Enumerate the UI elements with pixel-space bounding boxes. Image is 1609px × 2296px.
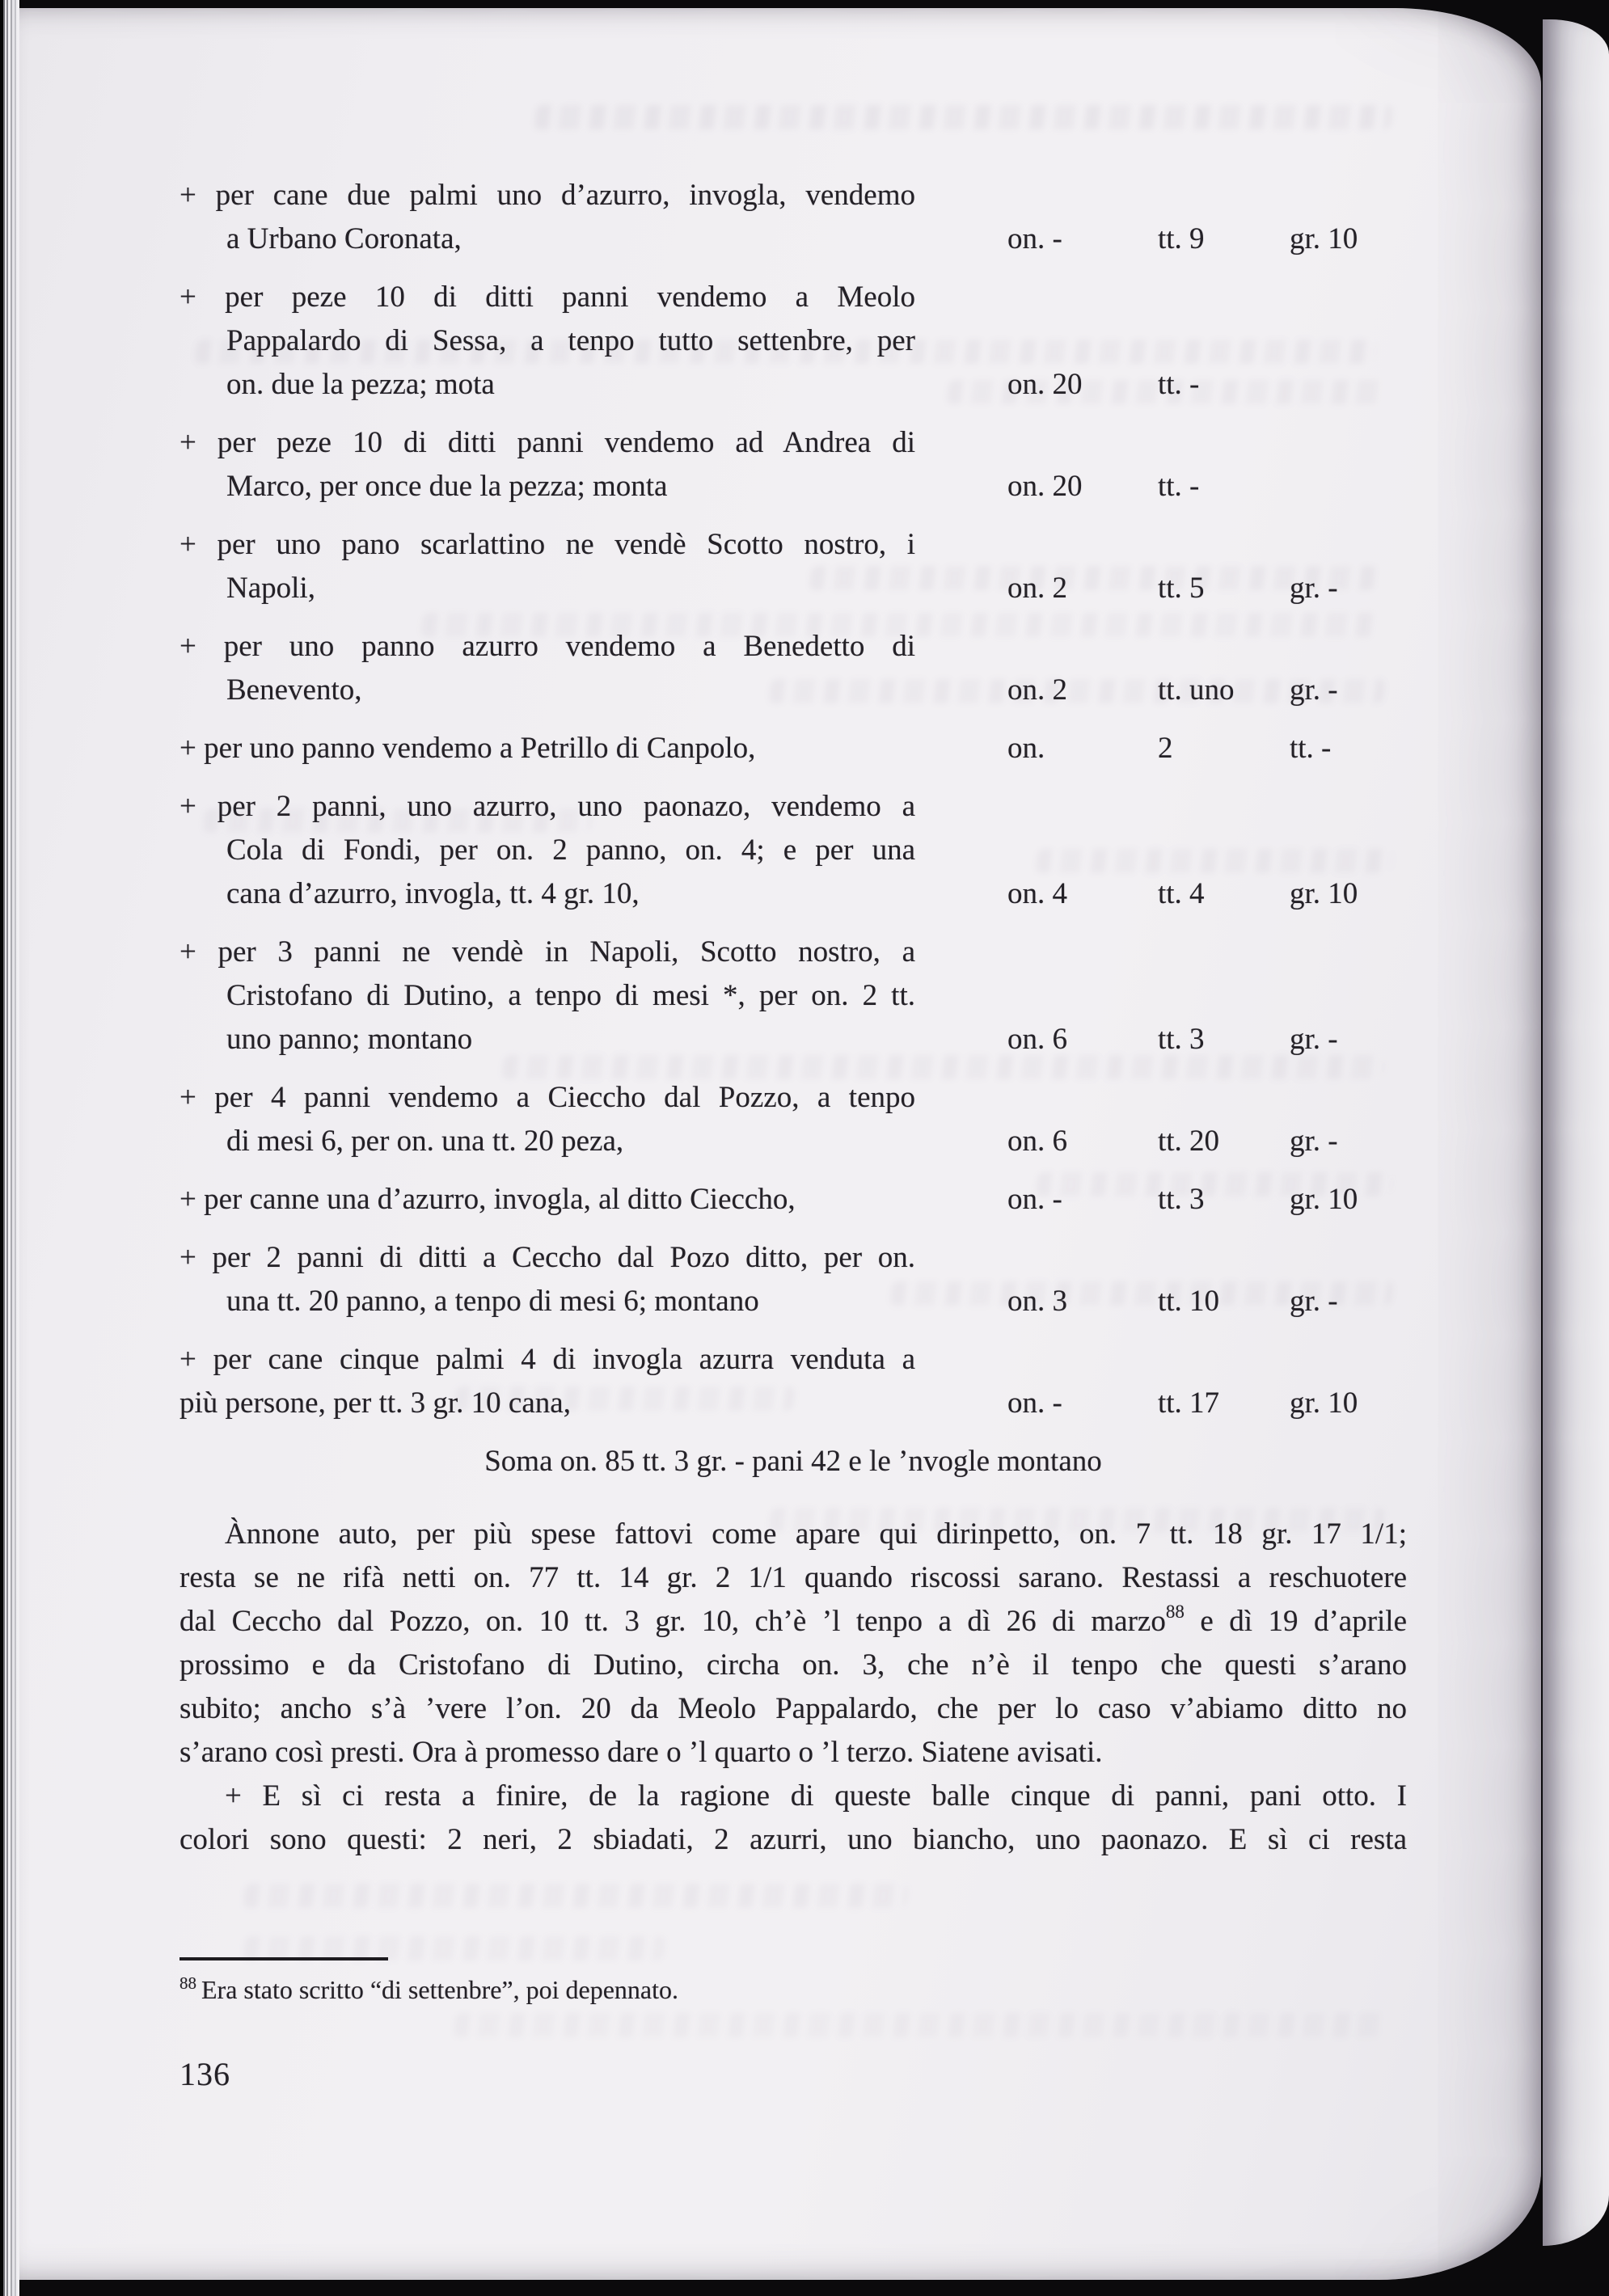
ledger-entry [179,276,1407,407]
paragraph-line: colori sono questi: 2 neri, 2 sbiadati, 2 azurri, uno biancho, uno paonazo. E sì ci resta [179,1823,1407,1856]
paragraph-line: subito; ancho s’à ’vere l’on. 20 da Meolo Pappalardo, che per lo caso v’abiamo ditto no [179,1692,1407,1725]
entry-text-line: a Urbano Coronata, [226,222,462,255]
amount-col2: tt. 3 [1158,1183,1205,1216]
footnote-marker: 88 [179,1973,196,1993]
entry-text-line: + per 2 panni di ditti a Ceccho dal Pozo ditto, per on. [179,1241,915,1274]
ledger-entry [179,1236,1407,1323]
entry-text-line: + per 4 panni vendemo a Cieccho dal Pozzo, a tenpo [179,1081,915,1114]
entry-text-line: cana d’azurro, invogla, tt. 4 gr. 10, [226,877,640,910]
amount-col2: tt. 3 [1158,1023,1205,1056]
entry-text-line: Cola di Fondi, per on. 2 panno, on. 4; e per una [226,834,915,867]
soma-total-line: Soma on. 85 tt. 3 gr. - pani 42 e le ’nvogle montano [484,1445,1102,1478]
footnote-text: Era stato scritto “di settenbre”, poi depennato. [201,1975,679,2004]
amount-col2: tt. uno [1158,673,1235,707]
entry-text [179,625,915,712]
amount-col1: on. 2 [1007,572,1067,605]
ledger-entry [179,727,1407,770]
amount-col2: 2 [1158,732,1173,765]
entry-text [179,174,915,261]
amount-col1: on. - [1007,222,1062,255]
entry-text-line: + per cane due palmi uno d’azurro, invogla, vendemo [179,179,915,212]
showthrough-smudge [534,105,1393,129]
amount-col3: gr. - [1290,1023,1338,1056]
amount-col3: gr. 10 [1290,1386,1358,1420]
amount-col3: gr. - [1290,572,1338,605]
amount-col2: tt. 20 [1158,1125,1220,1158]
paragraph-line: prossimo e da Cristofano di Dutino, circha on. 3, che n’è il tenpo che questi s’arano [179,1648,1407,1682]
entry-text-line: + per canne una d’azurro, invogla, al ditto Cieccho, [179,1183,796,1216]
footnote [179,1972,1407,2007]
entry-text-line: Marco, per once due la pezza; monta [226,470,668,503]
ledger-entry [179,785,1407,916]
entry-text [179,1236,915,1323]
entry-text [179,276,915,407]
paragraph-line: s’arano così presti. Ora à promesso dare o ’l quarto o ’l terzo. Siatene avisati. [179,1736,1103,1769]
ledger-entry [179,421,1407,509]
amount-col2: tt. 10 [1158,1285,1220,1318]
paragraph-line: dal Ceccho dal Pozzo, on. 10 tt. 3 gr. 10, ch’è ’l tenpo a dì 26 di marzo$^{88}$ e dì 19 d’aprile [179,1602,1407,1638]
entry-text [179,727,915,770]
entry-text-line: on. due la pezza; mota [226,368,495,401]
entry-text-line: Cristofano di Dutino, a tenpo di mesi *, per on. 2 tt. [226,979,915,1012]
amount-col3: gr. 10 [1290,222,1358,255]
amount-col2: tt. - [1158,470,1200,503]
entry-text [179,1338,915,1425]
entry-text-line: + per cane cinque palmi 4 di invogla azurra venduta a [179,1343,915,1376]
narrative-paragraphs [179,1513,1407,1862]
entry-text [179,785,915,916]
paragraph-line: + E sì ci resta a finire, de la ragione di queste balle cinque di panni, pani otto. I [225,1779,1407,1813]
entry-text-line: + per peze 10 di ditti panni vendemo ad Andrea di [179,426,915,459]
amount-col3: gr. 10 [1290,877,1358,910]
ledger-entry [179,1338,1407,1425]
entry-text-line: + per uno pano scarlattino ne vendè Scotto nostro, i [179,528,915,561]
entry-text-line: uno panno; montano [226,1023,473,1056]
entry-text-line: una tt. 20 panno, a tenpo di mesi 6; montano [226,1285,759,1318]
paragraph-line: resta se ne rifà netti on. 77 tt. 14 gr. 2 1/1 quando riscossi sarano. Restassi a reschuotere [179,1561,1407,1594]
amount-col1: on. - [1007,1183,1062,1216]
paragraph [179,1775,1407,1862]
ledger-entry [179,931,1407,1061]
entry-text-line: + per uno panno azurro vendemo a Benedetto di [179,630,915,663]
amount-col3: gr. - [1290,1125,1338,1158]
amount-col3: gr. 10 [1290,1183,1358,1216]
amount-col1: on. 3 [1007,1285,1067,1318]
amount-col1: on. - [1007,1386,1062,1420]
amount-col1: on. 2 [1007,673,1067,707]
paragraph-line: Ànnone auto, per più spese fattovi come apare qui dirinpetto, on. 7 tt. 18 gr. 17 1/1; [225,1517,1407,1551]
entry-text-line: + per 2 panni, uno azurro, uno paonazo, vendemo a [179,790,915,823]
footnote-reference: 88 [1165,1602,1185,1622]
entry-text-line: Napoli, [226,572,315,605]
amount-col3: gr. - [1290,673,1338,707]
ledger-entry [179,523,1407,610]
entry-text [179,931,915,1061]
entry-text-line: più persone, per tt. 3 gr. 10 cana, [179,1386,571,1420]
page-content [179,174,1407,2096]
page-number: 136 [179,2056,230,2092]
entry-text-line: + per uno panno vendemo a Petrillo di Canpolo, [179,732,756,765]
entry-text-line: + per peze 10 di ditti panni vendemo a Meolo [179,281,915,314]
amount-col1: on. 4 [1007,877,1067,910]
footnote-divider [179,1957,388,1960]
page-edge-stripes [0,0,19,2296]
entry-text [179,421,915,509]
amount-col2: tt. 17 [1158,1386,1220,1420]
amount-col1: on. 20 [1007,470,1083,503]
amount-col2: tt. 4 [1158,877,1205,910]
amount-col2: tt. 9 [1158,222,1205,255]
amount-col3: tt. - [1290,732,1332,765]
entry-text [179,1076,915,1163]
entry-text [179,523,915,610]
entry-text-line: di mesi 6, per on. una tt. 20 peza, [226,1125,624,1158]
paragraph [179,1513,1407,1775]
book-page [18,8,1541,2280]
amount-col3: gr. - [1290,1285,1338,1318]
ledger-entry [179,625,1407,712]
entry-text [179,1178,915,1222]
ledger-entries [179,174,1407,1425]
amount-col2: tt. 5 [1158,572,1205,605]
entry-text-line: Pappalardo di Sessa, a tenpo tutto settenbre, per [226,324,915,357]
ledger-entry [179,1076,1407,1163]
facing-page-edge [1543,19,1609,2246]
amount-col2: tt. - [1158,368,1200,401]
entry-text-line: + per 3 panni ne vendè in Napoli, Scotto nostro, a [179,935,915,969]
amount-col1: on. 20 [1007,368,1083,401]
ledger-entry [179,174,1407,261]
entry-text-line: Benevento, [226,673,362,707]
amount-col1: on. 6 [1007,1023,1067,1056]
amount-col1: on. 6 [1007,1125,1067,1158]
ledger-entry [179,1178,1407,1222]
amount-col1: on. [1007,732,1045,765]
